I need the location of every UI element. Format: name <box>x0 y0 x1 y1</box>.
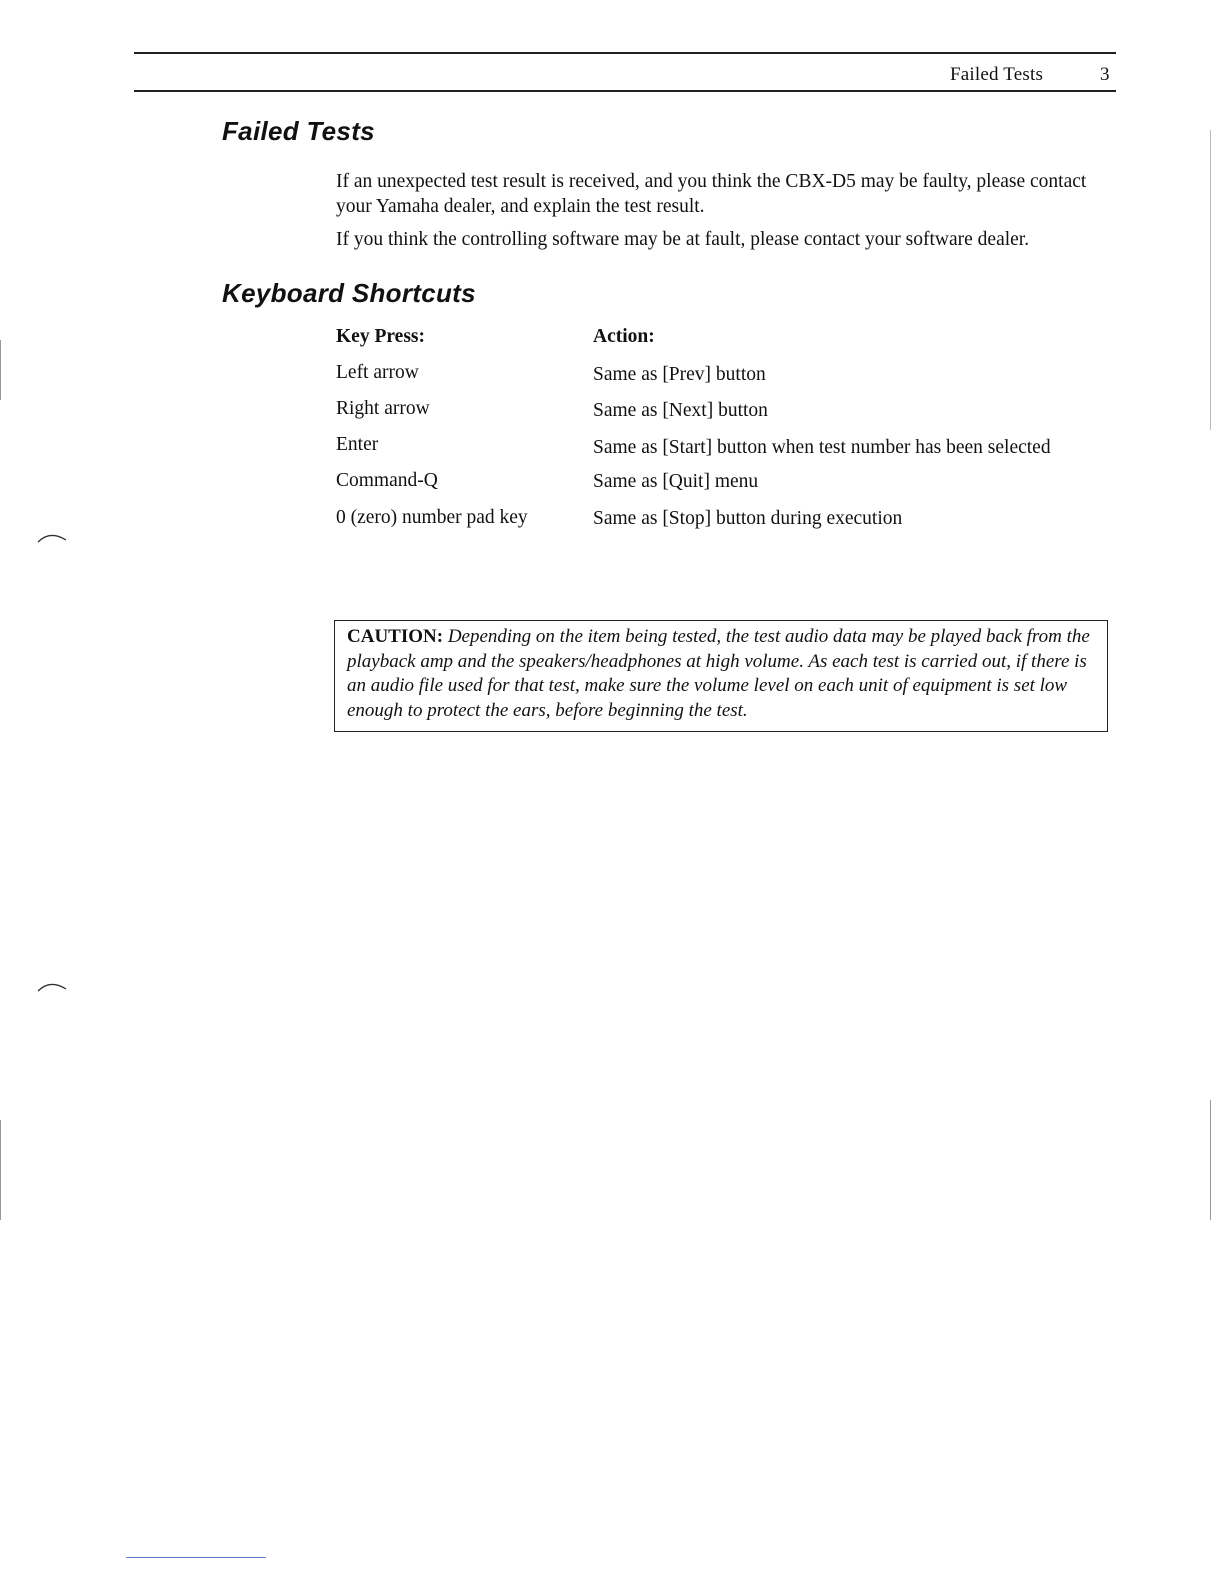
scan-mark-icon <box>36 977 72 997</box>
shortcut-action: Same as [Next] button <box>593 400 768 421</box>
action-column-header: Action: <box>593 326 655 347</box>
page-number: 3 <box>1100 64 1110 85</box>
shortcut-key: Command-Q <box>336 470 438 491</box>
table-row <box>336 362 1116 388</box>
shortcut-action: Same as [Prev] button <box>593 364 766 385</box>
shortcut-action: Same as [Quit] menu <box>593 471 759 492</box>
shortcut-action: Same as [Stop] button during execution <box>593 508 903 529</box>
header-top-rule <box>134 52 1116 54</box>
shortcut-action: Same as [Start] button when test number has been selected <box>593 437 1051 458</box>
key-press-column-header: Key Press: <box>336 326 425 347</box>
shortcut-key: Enter <box>336 434 379 455</box>
table-row <box>336 398 1116 424</box>
shortcut-key: 0 (zero) number pad key <box>336 507 528 528</box>
caution-label: CAUTION: <box>347 626 444 647</box>
footer-link-line <box>126 1557 266 1558</box>
scan-edge-line <box>0 1120 1 1220</box>
table-row <box>336 434 1116 460</box>
shortcuts-table-header <box>336 326 1116 352</box>
failed-tests-heading: Failed Tests <box>222 116 375 146</box>
scan-edge-line <box>0 340 1 400</box>
failed-tests-paragraph-2: If you think the controlling software may be at fault, please contact your software dealer. <box>336 229 1030 250</box>
scan-mark-icon <box>36 528 72 548</box>
failed-tests-paragraph-1: If an unexpected test result is received, and you think the CBX-D5 may be faulty, please contact your Yamaha dealer, and explain the test result. <box>336 171 1087 217</box>
scan-edge-line <box>1210 1100 1211 1220</box>
table-row <box>336 470 1116 496</box>
scan-edge-line <box>1210 130 1211 430</box>
header-bottom-rule <box>134 90 1116 92</box>
table-row <box>336 507 1116 533</box>
caution-text: Depending on the item being tested, the test audio data may be played back from the playback amp and the speakers/headphones at high volume. As each test is carried out, if there is an audio file used for that test, make sure the volume level on each unit of equipment is set low enough to protect the ears, before beginning the test. <box>347 626 1090 721</box>
shortcut-key: Right arrow <box>336 398 430 419</box>
running-title: Failed Tests <box>950 64 1044 85</box>
caution-box <box>334 620 1108 732</box>
keyboard-shortcuts-heading: Keyboard Shortcuts <box>222 278 476 308</box>
shortcut-key: Left arrow <box>336 362 419 383</box>
